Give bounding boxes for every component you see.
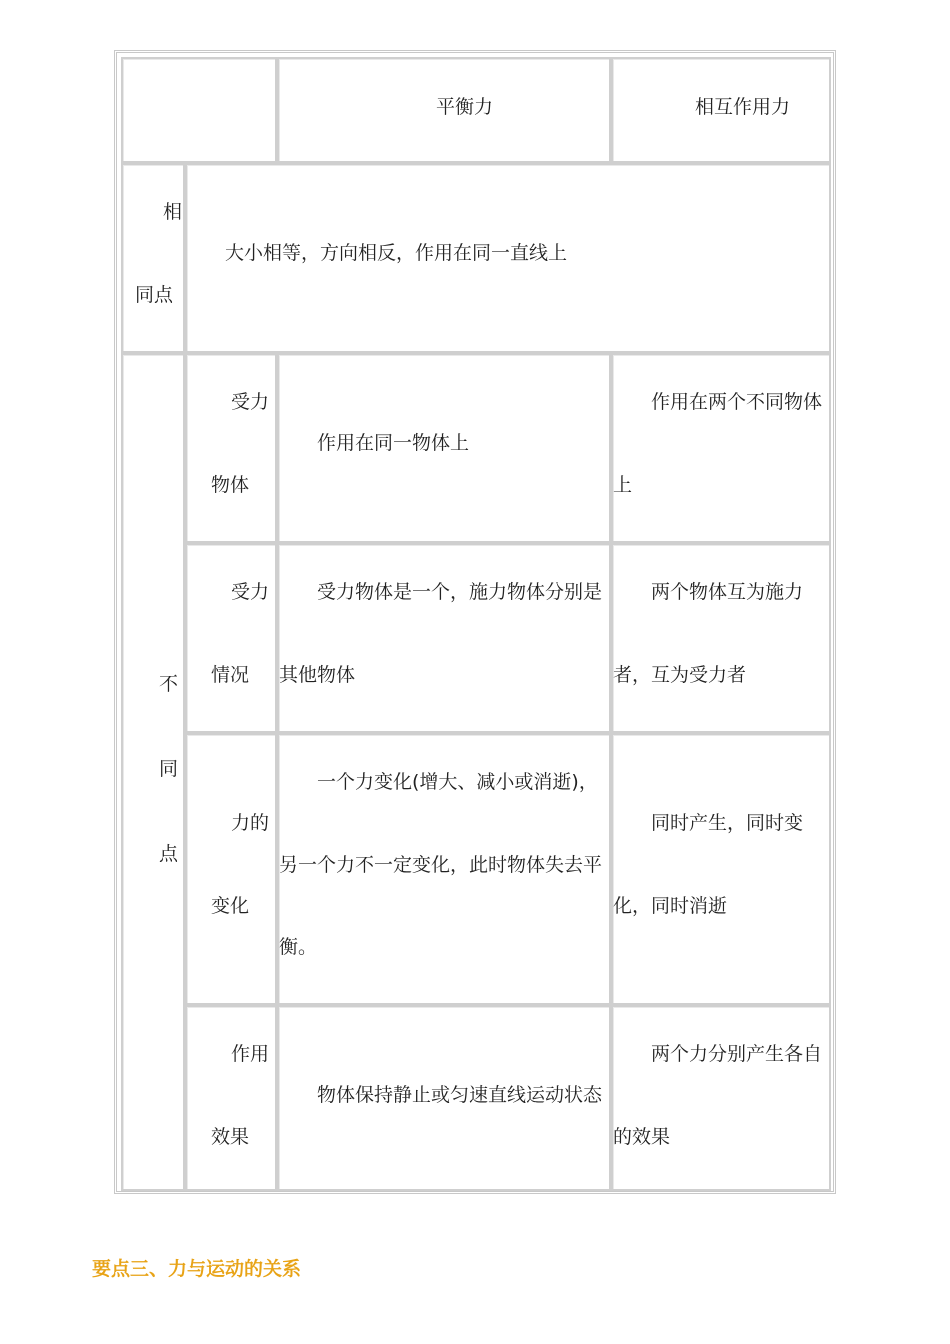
row-change-interaction-cell [611, 733, 831, 1005]
header-empty-cell [121, 57, 277, 163]
header-balance-cell [277, 57, 611, 163]
same-text: 大小相等，方向相反，作用在同一直线上 [225, 242, 568, 264]
header-interaction-force: 相互作用力 [695, 96, 791, 118]
same-text-cell [185, 163, 831, 353]
diff-label-cell [121, 353, 185, 1191]
row-situation-interaction-line-1: 两个物体互为施力 [651, 581, 804, 603]
row-effect-balance-cell [277, 1005, 611, 1191]
row-effect-label-cell [185, 1005, 277, 1191]
row-situation-balance-line-2: 其他物体 [279, 664, 356, 686]
row-object-label-line-1: 受力 [231, 391, 270, 413]
row-situation-interaction-cell [611, 543, 831, 733]
row-effect-interaction-line-1: 两个力分别产生各自 [651, 1043, 823, 1065]
row-change-label-line-1: 力的 [231, 812, 270, 834]
row-effect-interaction-cell [611, 1005, 831, 1191]
row-situation-interaction-line-2: 者，互为受力者 [613, 664, 747, 686]
same-label-cell [121, 163, 185, 353]
row-object-interaction-cell [611, 353, 831, 543]
diff-label-line-2: 同 [159, 758, 179, 780]
section-heading: 要点三、力与运动的关系 [92, 1258, 302, 1280]
row-change-interaction-line-1: 同时产生，同时变 [651, 812, 804, 834]
row-change-label-line-2: 变化 [211, 895, 250, 917]
header-interaction-cell [611, 57, 831, 163]
row-situation-balance-cell [277, 543, 611, 733]
row-change-label-cell [185, 733, 277, 1005]
row-effect-label-line-1: 作用 [231, 1043, 270, 1065]
row-effect-label-line-2: 效果 [211, 1126, 250, 1148]
comparison-table [114, 50, 836, 1194]
row-object-interaction-line-1: 作用在两个不同物体 [651, 391, 823, 413]
diff-label-line-1: 不 [159, 673, 179, 695]
row-object-balance-cell [277, 353, 611, 543]
row-object-balance-line-1: 作用在同一物体上 [317, 432, 470, 454]
row-change-interaction-line-2: 化，同时消逝 [613, 895, 728, 917]
row-situation-balance-line-1: 受力物体是一个，施力物体分别是 [317, 581, 603, 603]
diff-label-line-3: 点 [159, 843, 179, 865]
row-effect-interaction-line-2: 的效果 [613, 1126, 671, 1148]
row-change-balance-cell [277, 733, 611, 1005]
row-object-label-line-2: 物体 [211, 474, 250, 496]
row-situation-label-cell [185, 543, 277, 733]
same-label-line-2: 同点 [135, 284, 174, 306]
same-label-line-1: 相 [163, 201, 183, 223]
row-situation-label-line-1: 受力 [231, 581, 270, 603]
row-effect-balance-line-1: 物体保持静止或匀速直线运动状态 [317, 1084, 603, 1106]
row-change-balance-line-1: 一个力变化(增大、减小或消逝)， [317, 771, 598, 793]
header-balance-force: 平衡力 [436, 96, 494, 118]
row-situation-label-line-2: 情况 [211, 664, 250, 686]
row-object-label-cell [185, 353, 277, 543]
row-change-balance-line-2: 另一个力不一定变化，此时物体失去平 [279, 854, 603, 876]
row-change-balance-line-3: 衡。 [279, 936, 318, 958]
row-object-interaction-line-2: 上 [613, 474, 633, 496]
